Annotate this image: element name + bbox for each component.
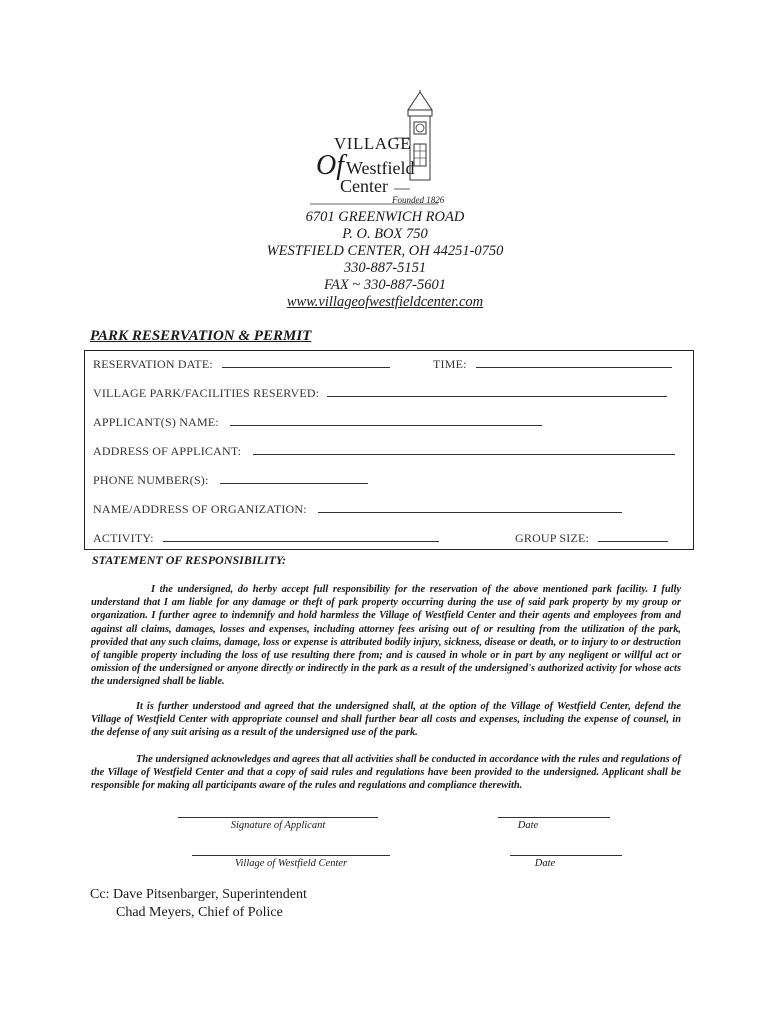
date1-line[interactable]	[498, 817, 610, 818]
statement-paragraph-1: I the undersigned, do herby accept full responsibility for the reservation of the above mentioned park facility. I fully understand that I am liable for any damage or theft of park property occurring during the use of said park property by my group or organization. I further agree to indemnify and hold harmless the Village of Westfield Center and their agents and employees from and against all claims, damages, losses and expenses, including attorney fees arising out of or resulting from the utilization of the park, provided that any such claims, damage, loss or expense is attributed bodily injury, sickness, disease or death, or to injury to or destruction of tangible property including the loss of use resulting there from; and is caused in whole or in part by any negligent or willful act or omission of the undersigned or anyone directly or indirectly in the park as a result of the undersigned's authorized activity for whose acts the undersigned shall be liable.	[91, 584, 681, 688]
reservation-form-box	[84, 350, 694, 550]
applicant-name-label: APPLICANT(S) NAME:	[93, 415, 219, 429]
address-block	[0, 209, 770, 311]
date2-label: Date	[534, 858, 556, 869]
activity-field[interactable]	[163, 531, 439, 542]
applicant-signature-label: Signature of Applicant	[230, 820, 326, 831]
date1-label: Date	[517, 820, 539, 831]
applicant-name-row	[93, 415, 542, 430]
form-title: PARK RESERVATION & PERMIT	[90, 328, 312, 344]
group-size-field[interactable]	[598, 531, 668, 542]
applicant-name-field[interactable]	[230, 415, 542, 426]
cc-block	[90, 886, 307, 922]
village-signature-line[interactable]	[192, 855, 390, 856]
address-street: 6701 GREENWICH ROAD	[305, 209, 465, 225]
village-signature-label: Village of Westfield Center	[234, 858, 348, 869]
time-row	[433, 357, 672, 372]
group-size-row	[515, 531, 668, 546]
address-fax: FAX ~ 330-887-5601	[324, 277, 446, 293]
reservation-date-row	[93, 357, 390, 372]
website-link[interactable]: www.villageofwestfieldcenter.com	[286, 294, 484, 310]
address-phone: 330-887-5151	[343, 260, 427, 276]
logo-center-text: Center	[340, 176, 388, 196]
statement-paragraph-3: The undersigned acknowledges and agrees that all activities shall be conducted in accordance with the rules and regulations of the Village of Westfield Center and that a copy of said rules and regulations have been provided to the undersigned. Applicant shall be responsible for making all participants aware of the rules and regulations and compliance therewith.	[91, 754, 681, 792]
cc-line-2: Chad Meyers, Chief of Police	[116, 905, 283, 920]
address-row	[93, 444, 675, 459]
statement-title: STATEMENT OF RESPONSIBILITY:	[92, 553, 287, 567]
park-reserved-field[interactable]	[327, 386, 667, 397]
address-field[interactable]	[253, 444, 675, 455]
phone-field[interactable]	[220, 473, 368, 484]
date2-line[interactable]	[510, 855, 622, 856]
logo-of-text: Of	[316, 150, 344, 181]
organization-field[interactable]	[318, 502, 622, 513]
logo-westfield-text: Westfield	[346, 158, 415, 178]
phone-row	[93, 473, 368, 488]
group-size-label: GROUP SIZE:	[515, 531, 590, 545]
address-label: ADDRESS OF APPLICANT:	[93, 444, 242, 458]
activity-label: ACTIVITY:	[93, 531, 154, 545]
address-pobox: P. O. BOX 750	[342, 226, 428, 242]
reservation-date-label: RESERVATION DATE:	[93, 357, 213, 371]
park-reserved-row	[93, 386, 667, 401]
logo-village-text: VILLAGE	[334, 134, 412, 153]
cc-line-1: Cc: Dave Pitsenbarger, Superintendent	[90, 887, 307, 902]
applicant-signature-line[interactable]	[178, 817, 378, 818]
village-logo	[310, 90, 470, 210]
phone-label: PHONE NUMBER(S):	[93, 473, 209, 487]
park-reserved-label: VILLAGE PARK/FACILITIES RESERVED:	[93, 386, 320, 400]
statement-paragraph-2: It is further understood and agreed that the undersigned shall, at the option of the Village of Westfield Center, defend the Village of Westfield Center with appropriate counsel and shall further bear all costs and expenses, including the expense of counsel, in the defense of any suit arising as a result of the undersigned use of the park.	[91, 701, 681, 739]
activity-row	[93, 531, 439, 546]
organization-label: NAME/ADDRESS OF ORGANIZATION:	[93, 502, 307, 516]
logo-founded-text: Founded 1826	[392, 195, 445, 205]
organization-row	[93, 502, 622, 517]
time-label: TIME:	[433, 357, 467, 371]
address-city: WESTFIELD CENTER, OH 44251-0750	[266, 243, 504, 259]
reservation-date-field[interactable]	[222, 357, 390, 368]
time-field[interactable]	[476, 357, 672, 368]
